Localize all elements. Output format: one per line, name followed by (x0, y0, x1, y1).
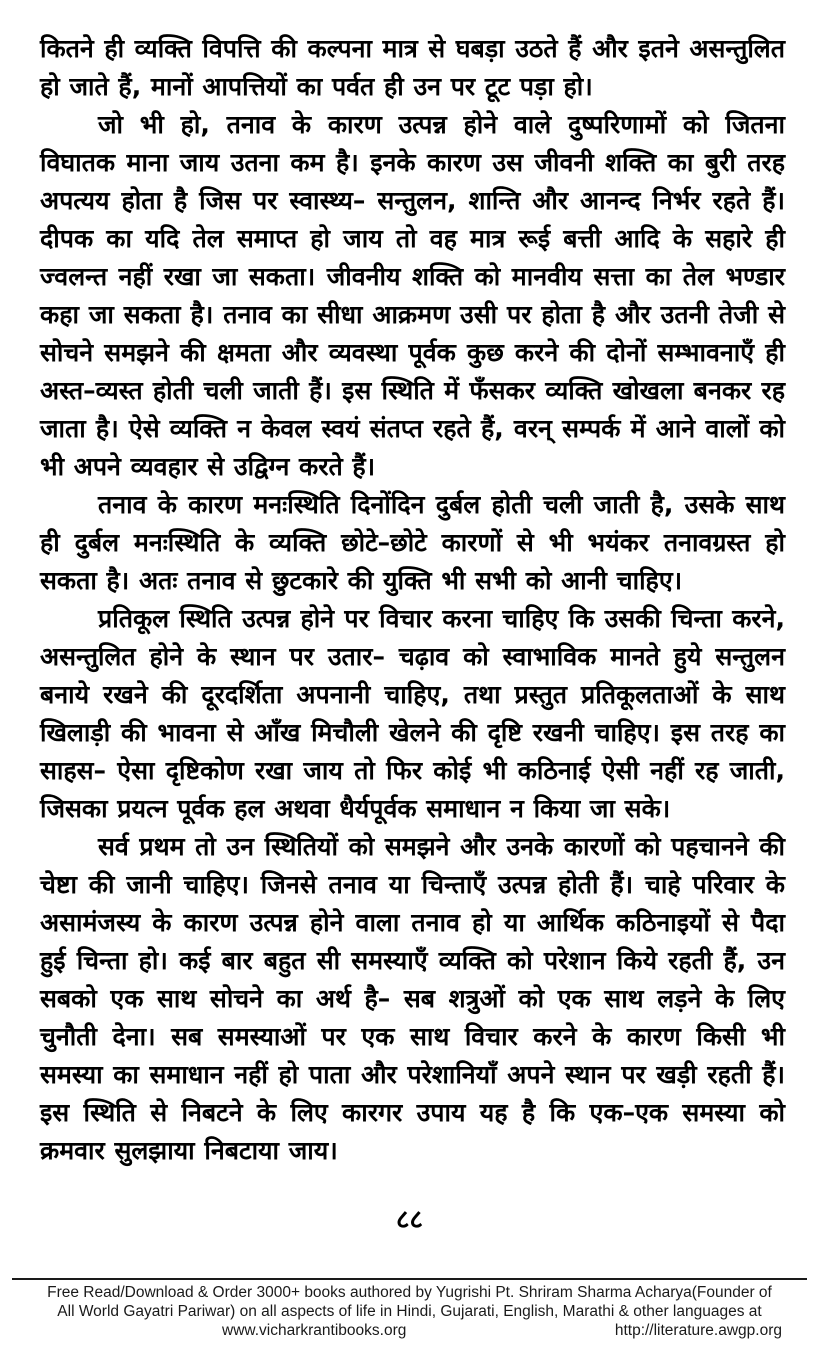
paragraph-1: कितने ही व्यक्ति विपत्ति की कल्पना मात्र से घबड़ा उठते हैं और इतने असन्तुलित हो जाते हैं, मानों आपत्तियों का पर्वत ही उन पर टूट पड़ा हो। (40, 34, 785, 101)
paragraph-2: जो भी हो, तनाव के कारण उत्पन्न होने वाले दुष्परिणामों को जितना विघातक माना जाय उतना कम है। इनके कारण उस जीवनी शक्ति का बुरी तरह अपत्यय होता है जिस पर स्वास्थ्य– सन्तुलन, शान्ति और आनन्द निर्भर रहते हैं। दीपक का यदि तेल समाप्त हो जाय तो वह मात्र रूई बत्ती आदि के सहारे ही ज्वलन्त नहीं रखा जा सकता। जीवनीय शक्ति को मानवीय सत्ता का तेल भण्डार कहा जा सकता है। तनाव का सीधा आक्रमण उसी पर होता है और उतनी तेजी से सोचने समझने की क्षमता और व्यवस्था पूर्वक कुछ करने की दोनों सम्भावनाएँ ही अस्त–व्यस्त होती चली जाती हैं। इस स्थिति में फँसकर व्यक्ति खोखला बनकर रह जाता है। ऐसे व्यक्ति न केवल स्वयं संतप्त रहते हैं, वरन् सम्पर्क में आने वालों को भी अपने व्यवहार से उद्विग्न करते हैं। (40, 110, 785, 481)
footer-link-vicharkrantibooks: www.vicharkrantibooks.org (222, 1322, 407, 1339)
page-number: ८८ (395, 1205, 424, 1235)
page-body (40, 30, 785, 1170)
footer-text-line-1: Free Read/Download & Order 3000+ books authored by Yugrishi Pt. Shriram Sharma Acharya(Founder of (47, 1284, 772, 1301)
footer-links-row (12, 1321, 807, 1340)
paragraph-3: तनाव के कारण मनःस्थिति दिनोंदिन दुर्बल होती चली जाती है, उसके साथ ही दुर्बल मनःस्थिति के व्यक्ति छोटे–छोटे कारणों से भी भयंकर तनावग्रस्त हो सकता है। अतः तनाव से छुटकारे की युक्ति भी सभी को आनी चाहिए। (40, 490, 785, 595)
footer-text-line-2: All World Gayatri Pariwar) on all aspects of life in Hindi, Gujarati, English, Marathi & other languages at (57, 1303, 762, 1320)
paragraph-5: सर्व प्रथम तो उन स्थितियों को समझने और उनके कारणों को पहचानने की चेष्टा की जानी चाहिए। जिनसे तनाव या चिन्ताएँ उत्पन्न होती हैं। चाहे परिवार के असामंजस्य के कारण उत्पन्न होने वाला तनाव हो या आर्थिक कठिनाइयों से पैदा हुई चिन्ता हो। कई बार बहुत सी समस्याएँ व्यक्ति को परेशान किये रहती हैं, उन सबको एक साथ सोचने का अर्थ है– सब शत्रुओं को एक साथ लड़ने के लिए चुनौती देना। सब समस्याओं पर एक साथ विचार करने के कारण किसी भी समस्या का समाधान नहीं हो पाता और परेशानियाँ अपने स्थान पर खड़ी रहती हैं। इस स्थिति से निबटने के लिए कारगर उपाय यह है कि एक–एक समस्या को क्रमवार सुलझाया निबटाया जाय। (40, 832, 785, 1165)
footer-link-literature-awgp: http://literature.awgp.org (614, 1322, 782, 1339)
paragraph-4: प्रतिकूल स्थिति उत्पन्न होने पर विचार करना चाहिए कि उसकी चिन्ता करने, असन्तुलित होने के स्थान पर उतार– चढ़ाव को स्वाभाविक मानते हुये सन्तुलन बनाये रखने की दूरदर्शिता अपनानी चाहिए, तथा प्रस्तुत प्रतिकूलताओं के साथ खिलाड़ी की भावना से आँख मिचौली खेलने की दृष्टि रखनी चाहिए। इस तरह का साहस– ऐसा दृष्टिकोण रखा जाय तो फिर कोई भी कठिनाई ऐसी नहीं रह जाती, जिसका प्रयत्न पूर्वक हल अथवा धैर्यपूर्वक समाधान न किया जा सके। (40, 604, 785, 823)
page-footer (12, 1278, 807, 1340)
